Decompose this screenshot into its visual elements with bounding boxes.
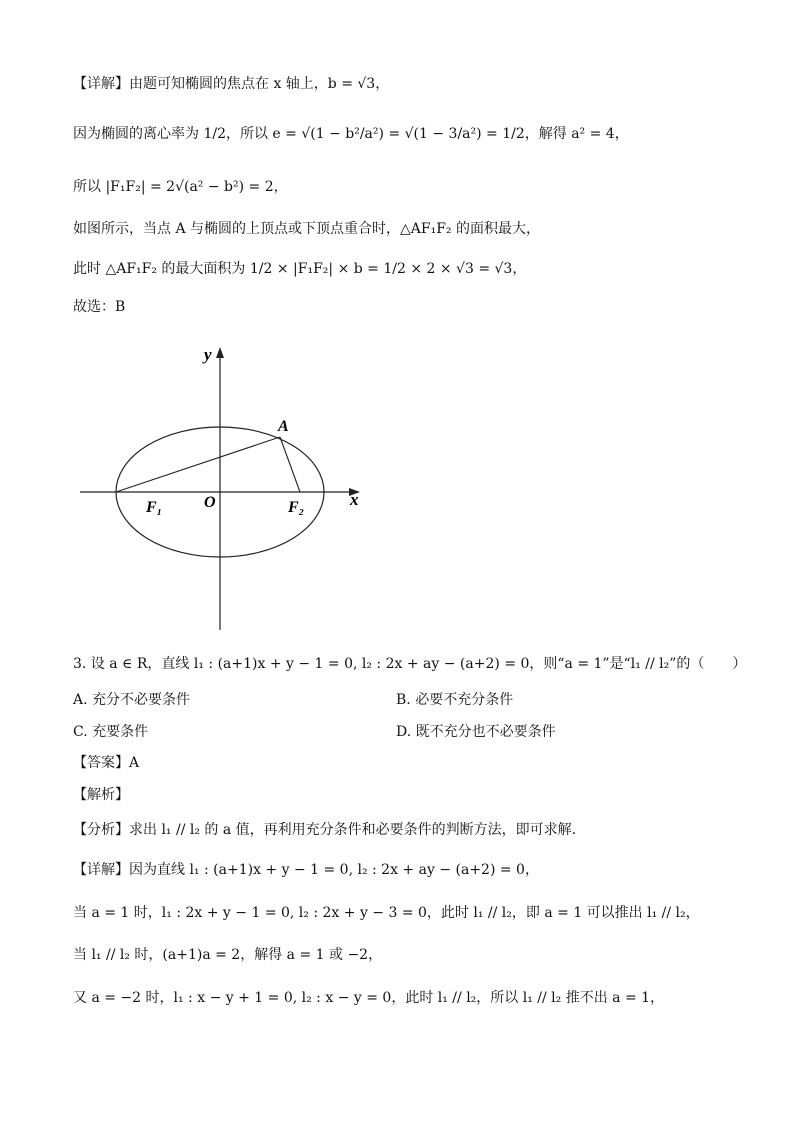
segment-A-F2 (280, 437, 300, 492)
option-c: C. 充要条件 (73, 724, 149, 740)
detail-line-1: 【详解】因为直线 l₁ : (a+1)x + y − 1 = 0, l₂ : 2x + ay − (a+2) = 0， (73, 862, 539, 878)
label-y: y (204, 345, 212, 364)
y-axis-arrow (216, 347, 224, 358)
detail-line-4: 又 a = −2 时，l₁ : x − y + 1 = 0, l₂ : x − y = 0，此时 l₁ // l₂，所以 l₁ // l₂ 推不出 a = 1， (73, 990, 665, 1006)
solution-line-2: 因为椭圆的离心率为 1/2，所以 e = √(1 − b²/a²) = √(1 − 3/a²) = 1/2，解得 a² = 4， (73, 126, 629, 142)
analysis-heading: 【解析】 (73, 787, 129, 803)
option-a: A. 充分不必要条件 (73, 692, 191, 708)
solution-line-3: 所以 |F₁F₂| = 2√(a² − b²) = 2， (73, 179, 288, 195)
solution-line-5: 此时 △AF₁F₂ 的最大面积为 1/2 × |F₁F₂| × b = 1/2 × 2 × √3 = √3， (73, 261, 527, 277)
question-3-stem: 3. 设 a ∈ R，直线 l₁ : (a+1)x + y − 1 = 0, l₂ : 2x + ay − (a+2) = 0，则“a = 1”是“l₁ // l₂”的（ ） (73, 656, 747, 672)
ellipse-figure (70, 340, 380, 640)
detail-line-2: 当 a = 1 时，l₁ : 2x + y − 1 = 0, l₂ : 2x + y − 3 = 0，此时 l₁ // l₂，即 a = 1 可以推出 l₁ // l₂， (73, 905, 700, 921)
option-d: D. 既不充分也不必要条件 (396, 724, 556, 740)
segment-F1-A (116, 437, 280, 492)
answer-choice-line: 故选：B (73, 299, 126, 315)
label-F1: F₁ (146, 499, 163, 516)
analysis-summary: 【分析】求出 l₁ // l₂ 的 a 值，再利用充分条件和必要条件的判断方法，即可求解. (73, 822, 577, 838)
answer-label: 【答案】A (73, 755, 140, 771)
solution-line-1: 【详解】由题可知椭圆的焦点在 x 轴上，b = √3， (73, 76, 390, 92)
detail-line-3: 当 l₁ // l₂ 时，(a+1)a = 2，解得 a = 1 或 −2， (73, 947, 383, 963)
solution-line-4: 如图所示，当点 A 与椭圆的上顶点或下顶点重合时，△AF₁F₂ 的面积最大， (73, 221, 540, 237)
label-origin: O (204, 494, 216, 511)
option-b: B. 必要不充分条件 (396, 692, 514, 708)
label-A: A (278, 418, 289, 435)
label-F2: F₂ (288, 499, 305, 516)
label-x: x (350, 490, 359, 509)
